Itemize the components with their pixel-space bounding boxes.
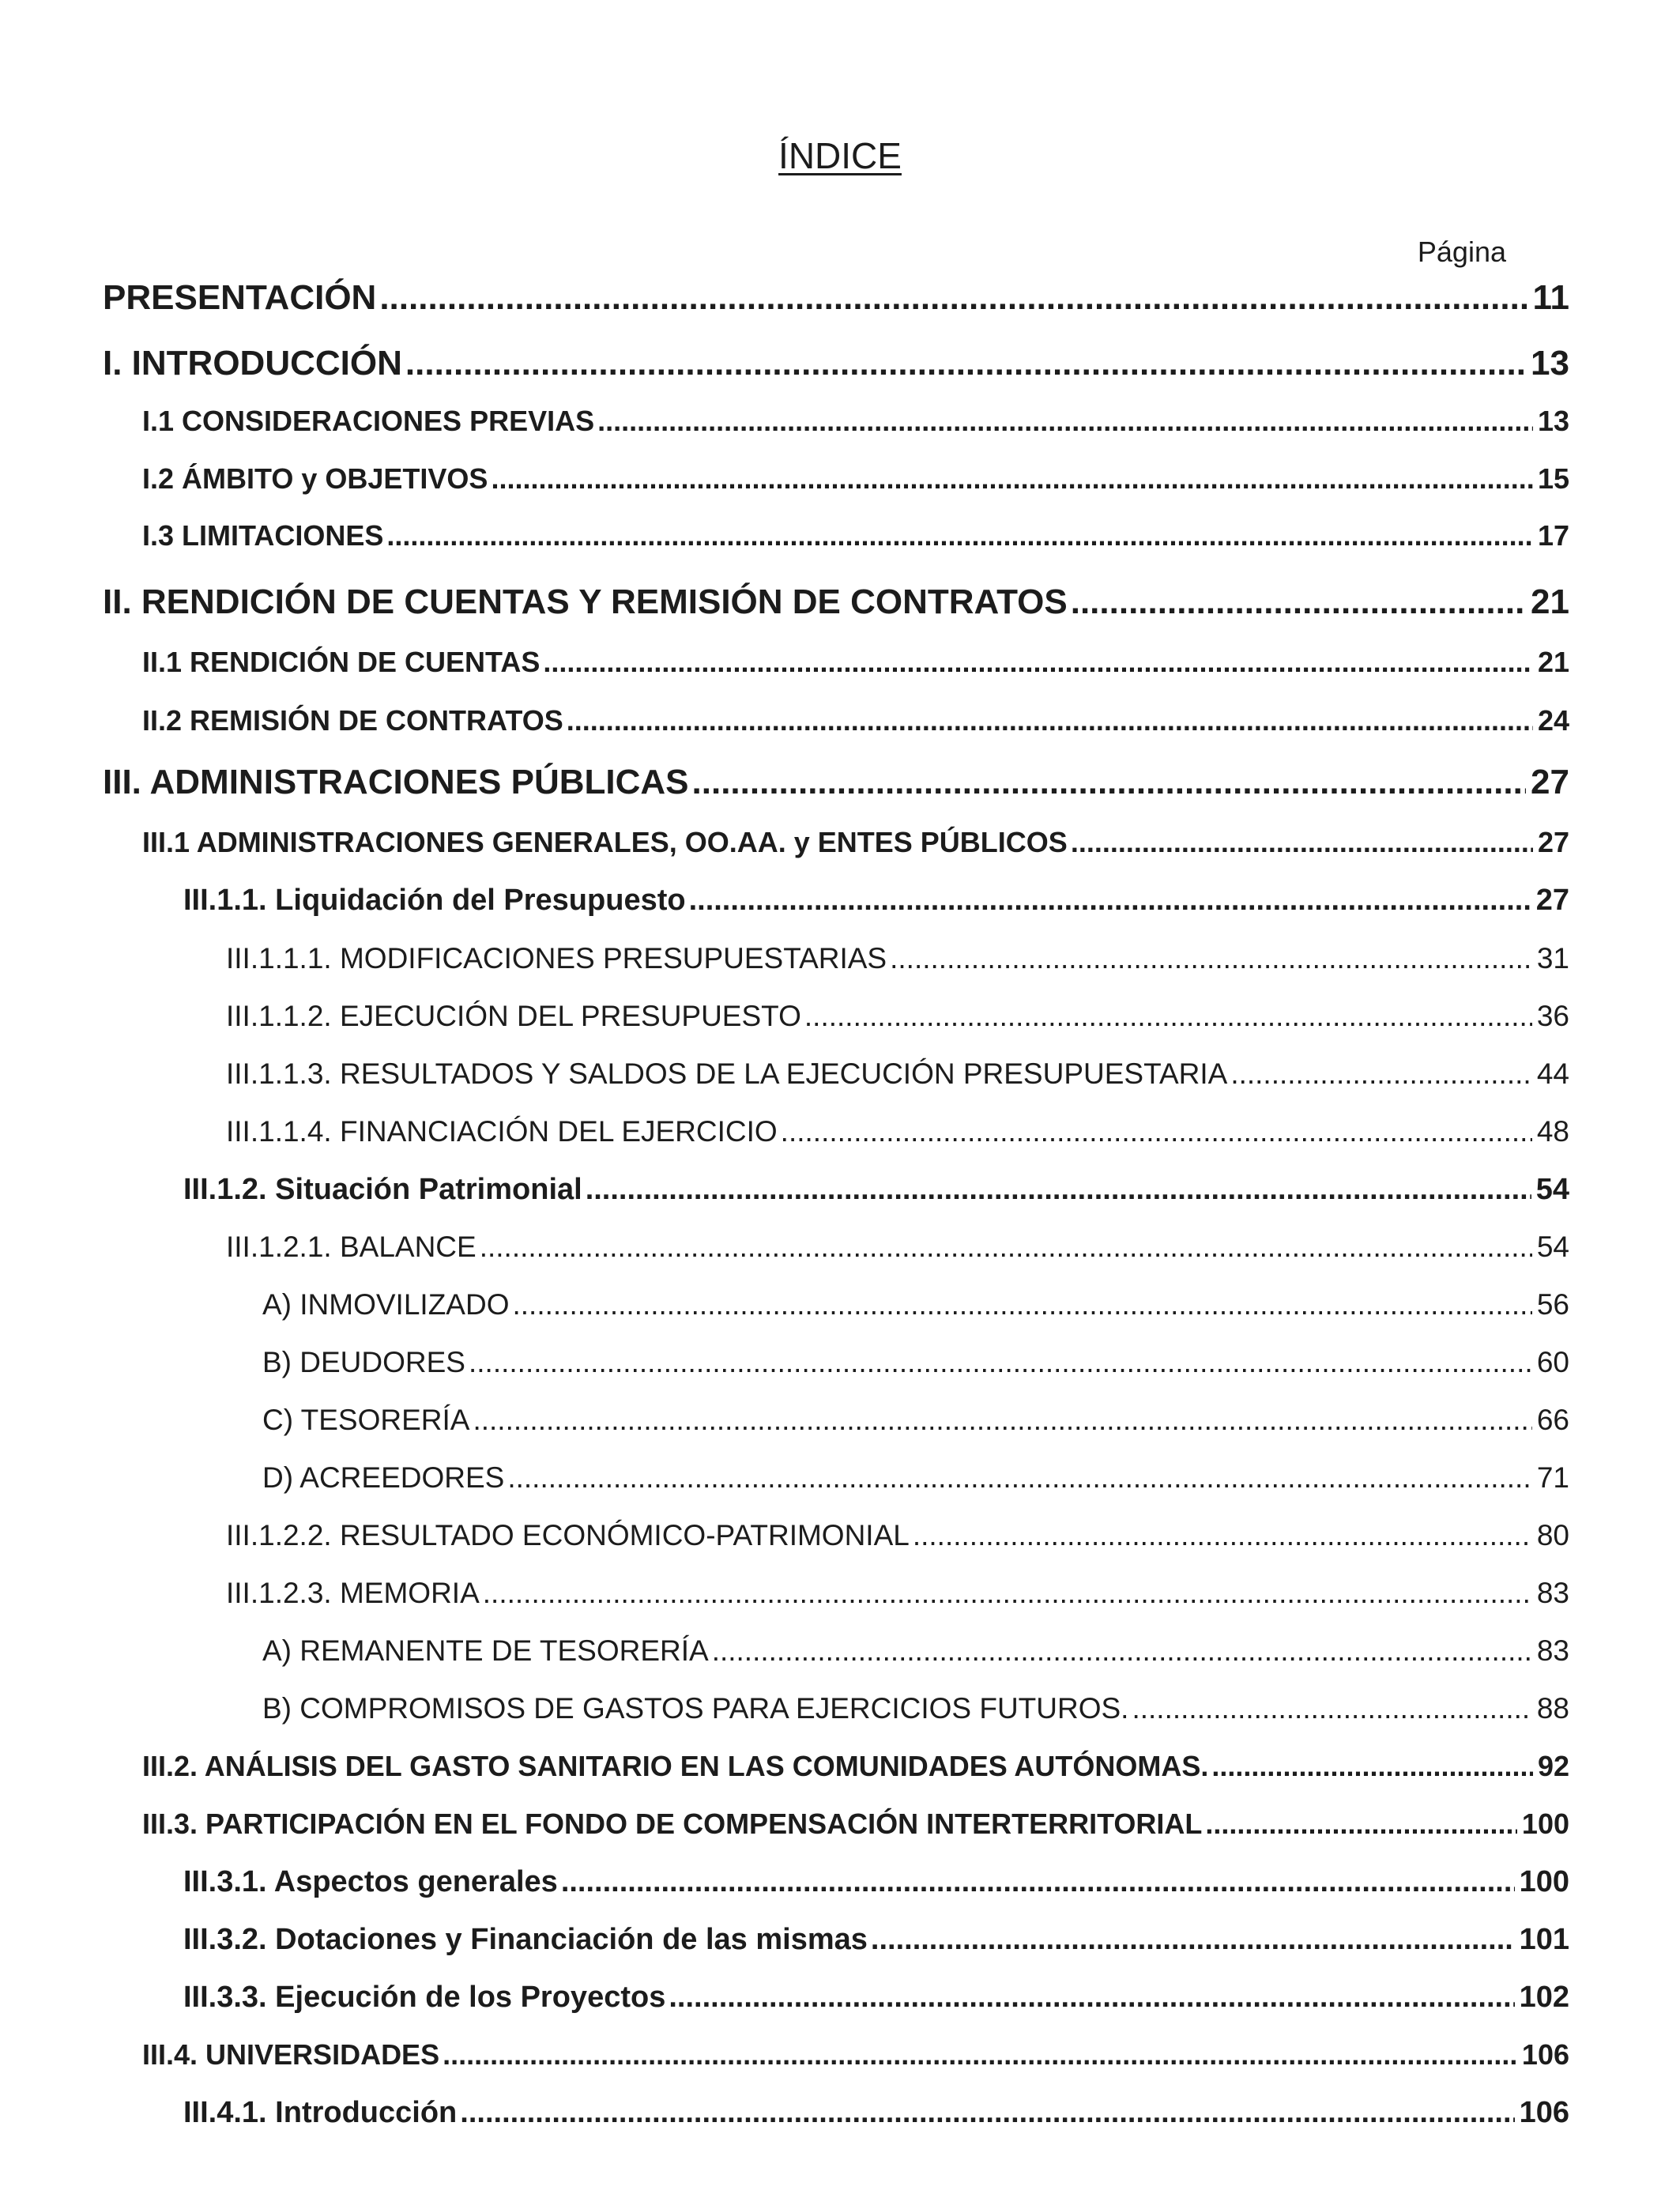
toc-entry[interactable] bbox=[262, 1461, 1569, 1499]
toc-entry[interactable] bbox=[262, 1288, 1569, 1326]
toc-entry-page-number: 24 bbox=[1537, 704, 1569, 737]
toc-entry-page-number: 13 bbox=[1537, 405, 1569, 437]
dot-leader bbox=[1071, 826, 1533, 859]
toc-entry-title: III.1 ADMINISTRACIONES GENERALES, OO.AA. y ENTES PÚBLICOS bbox=[142, 826, 1068, 858]
toc-entry-page-number: 71 bbox=[1536, 1461, 1569, 1494]
toc-entry-title: III.3.3. Ejecución de los Proyectos bbox=[183, 1981, 666, 2014]
dot-leader bbox=[483, 1577, 1532, 1610]
page-column-label: Página bbox=[1417, 236, 1506, 268]
toc-entry[interactable] bbox=[103, 344, 1569, 388]
toc-entry-page-number: 27 bbox=[1531, 763, 1569, 801]
toc-entry-title: III.1.2.3. MEMORIA bbox=[226, 1577, 480, 1609]
dot-leader bbox=[871, 1923, 1515, 1957]
dot-leader bbox=[669, 1981, 1514, 2015]
toc-entry-page-number: 11 bbox=[1532, 278, 1569, 317]
dot-leader bbox=[491, 462, 1533, 496]
toc-entry-title: PRESENTACIÓN bbox=[103, 278, 377, 317]
toc-entry[interactable] bbox=[142, 1808, 1569, 1844]
toc-entry-title: III.1.1.3. RESULTADOS Y SALDOS DE LA EJECUCIÓN PRESUPUESTARIA bbox=[226, 1057, 1228, 1090]
toc-entry-title: I. INTRODUCCIÓN bbox=[103, 344, 402, 383]
toc-entry-title: I.2 ÁMBITO y OBJETIVOS bbox=[142, 462, 488, 495]
toc-entry-page-number: 54 bbox=[1535, 1173, 1569, 1206]
toc-entry[interactable] bbox=[226, 942, 1569, 980]
toc-entry[interactable] bbox=[142, 826, 1569, 862]
dot-leader bbox=[567, 704, 1533, 737]
dot-leader bbox=[473, 1404, 1531, 1437]
dot-leader bbox=[405, 344, 1526, 383]
toc-entry[interactable] bbox=[183, 2096, 1569, 2134]
toc-entry[interactable] bbox=[226, 1057, 1569, 1095]
toc-entry-title: B) COMPROMISOS DE GASTOS PARA EJERCICIOS FUTUROS. bbox=[262, 1692, 1129, 1725]
toc-entry-title: II. RENDICIÓN DE CUENTAS Y REMISIÓN DE CONTRATOS bbox=[103, 582, 1068, 621]
toc-entry-page-number: 60 bbox=[1536, 1346, 1569, 1378]
toc-entry-page-number: 92 bbox=[1537, 1750, 1569, 1782]
toc-entry[interactable] bbox=[183, 1981, 1569, 2019]
dot-leader bbox=[692, 763, 1527, 802]
toc-entry-page-number: 27 bbox=[1537, 826, 1569, 858]
toc-entry[interactable] bbox=[142, 462, 1569, 499]
toc-entry[interactable] bbox=[183, 1173, 1569, 1211]
toc-entry-page-number: 17 bbox=[1537, 519, 1569, 552]
dot-leader bbox=[386, 519, 1533, 552]
toc-entry[interactable] bbox=[142, 1750, 1569, 1786]
toc-entry-title: III.1.2. Situación Patrimonial bbox=[183, 1173, 582, 1206]
toc-entry-title: A) INMOVILIZADO bbox=[262, 1288, 510, 1321]
toc-entry-title: III.4. UNIVERSIDADES bbox=[142, 2038, 440, 2071]
dot-leader bbox=[1132, 1692, 1531, 1725]
toc-entry-page-number: 101 bbox=[1519, 1923, 1569, 1956]
toc-entry-page-number: 100 bbox=[1521, 1808, 1569, 1840]
toc-entry-title: I.3 LIMITACIONES bbox=[142, 519, 384, 552]
toc-entry-page-number: 13 bbox=[1531, 344, 1569, 383]
toc-entry-title: III. ADMINISTRACIONES PÚBLICAS bbox=[103, 763, 689, 801]
toc-entry-title: III.3.1. Aspectos generales bbox=[183, 1865, 558, 1898]
dot-leader bbox=[480, 1231, 1532, 1264]
index-title: ÍNDICE bbox=[778, 135, 902, 176]
toc-entry-page-number: 56 bbox=[1536, 1288, 1569, 1321]
toc-entry[interactable] bbox=[226, 1519, 1569, 1557]
toc-entry-page-number: 27 bbox=[1535, 884, 1569, 917]
toc-entry-page-number: 36 bbox=[1536, 1000, 1569, 1032]
toc-entry-page-number: 15 bbox=[1537, 462, 1569, 495]
toc-entry-title: II.1 RENDICIÓN DE CUENTAS bbox=[142, 646, 541, 678]
dot-leader bbox=[1211, 1750, 1533, 1783]
dot-leader bbox=[1230, 1057, 1532, 1091]
toc-entry-title: III.4.1. Introducción bbox=[183, 2096, 458, 2129]
toc-entry[interactable] bbox=[103, 278, 1569, 322]
dot-leader bbox=[443, 2038, 1517, 2071]
toc-entry[interactable] bbox=[183, 1865, 1569, 1903]
toc-entry-title: III.1.1. Liquidación del Presupuesto bbox=[183, 884, 686, 917]
toc-entry-title: III.1.1.4. FINANCIACIÓN DEL EJERCICIO bbox=[226, 1115, 778, 1148]
toc-entry[interactable] bbox=[142, 2038, 1569, 2075]
toc-entry-title: III.1.2.1. BALANCE bbox=[226, 1231, 477, 1263]
dot-leader bbox=[597, 405, 1533, 438]
toc-entry-title: III.1.1.2. EJECUCIÓN DEL PRESUPUESTO bbox=[226, 1000, 801, 1032]
toc-entry[interactable] bbox=[262, 1634, 1569, 1672]
toc-entry[interactable] bbox=[142, 519, 1569, 556]
toc-entry-title: II.2 REMISIÓN DE CONTRATOS bbox=[142, 704, 563, 737]
dot-leader bbox=[913, 1519, 1532, 1552]
toc-entry[interactable] bbox=[142, 704, 1569, 741]
toc-entry-page-number: 88 bbox=[1536, 1692, 1569, 1725]
toc-entry-page-number: 106 bbox=[1521, 2038, 1569, 2071]
toc-entry[interactable] bbox=[226, 1577, 1569, 1615]
dot-leader bbox=[804, 1000, 1532, 1033]
dot-leader bbox=[379, 278, 1527, 318]
toc-entry-title: III.2. ANÁLISIS DEL GASTO SANITARIO EN LAS COMUNIDADES AUTÓNOMAS. bbox=[142, 1750, 1209, 1782]
toc-entry-title: III.1.2.2. RESULTADO ECONÓMICO-PATRIMONIAL bbox=[226, 1519, 910, 1551]
toc-entry-title: B) DEUDORES bbox=[262, 1346, 465, 1378]
toc-entry-page-number: 106 bbox=[1519, 2096, 1569, 2129]
dot-leader bbox=[1205, 1808, 1517, 1841]
toc-entry-page-number: 83 bbox=[1536, 1634, 1569, 1667]
toc-entry-title: D) ACREEDORES bbox=[262, 1461, 505, 1494]
dot-leader bbox=[507, 1461, 1532, 1495]
toc-entry-page-number: 80 bbox=[1536, 1519, 1569, 1551]
toc-entry-page-number: 44 bbox=[1536, 1057, 1569, 1090]
toc-entry-page-number: 100 bbox=[1519, 1865, 1569, 1898]
toc-entry[interactable] bbox=[262, 1346, 1569, 1384]
toc-entry[interactable] bbox=[103, 582, 1569, 627]
dot-leader bbox=[586, 1173, 1531, 1207]
toc-entry-page-number: 83 bbox=[1536, 1577, 1569, 1609]
toc-entry[interactable] bbox=[142, 646, 1569, 682]
dot-leader bbox=[469, 1346, 1532, 1379]
toc-entry-page-number: 21 bbox=[1531, 582, 1569, 621]
dot-leader bbox=[512, 1288, 1531, 1321]
toc-entry-title: I.1 CONSIDERACIONES PREVIAS bbox=[142, 405, 595, 437]
toc-entry-title: III.1.1.1. MODIFICACIONES PRESUPUESTARIAS bbox=[226, 942, 887, 974]
toc-entry-page-number: 66 bbox=[1536, 1404, 1569, 1436]
toc-entry-title: III.3. PARTICIPACIÓN EN EL FONDO DE COMPENSACIÓN INTERTERRITORIAL bbox=[142, 1808, 1203, 1840]
toc-entry[interactable] bbox=[226, 1000, 1569, 1038]
toc-entry-page-number: 54 bbox=[1536, 1231, 1569, 1263]
toc-entry-page-number: 31 bbox=[1536, 942, 1569, 974]
toc-entry[interactable] bbox=[262, 1692, 1569, 1730]
dot-leader bbox=[890, 942, 1532, 975]
toc-entry[interactable] bbox=[226, 1231, 1569, 1269]
dot-leader bbox=[543, 646, 1533, 679]
dot-leader bbox=[1071, 582, 1526, 622]
toc-entry-title: C) TESORERÍA bbox=[262, 1404, 470, 1436]
dot-leader bbox=[460, 2096, 1514, 2130]
toc-entry[interactable] bbox=[183, 1923, 1569, 1961]
toc-entry[interactable] bbox=[226, 1115, 1569, 1153]
toc-entry-title: III.3.2. Dotaciones y Financiación de las mismas bbox=[183, 1923, 868, 1956]
toc-entry[interactable] bbox=[183, 884, 1569, 922]
dot-leader bbox=[712, 1634, 1532, 1668]
toc-entry[interactable] bbox=[142, 405, 1569, 441]
toc-entry[interactable] bbox=[103, 763, 1569, 807]
toc-entry[interactable] bbox=[262, 1404, 1569, 1442]
toc-entry-title: A) REMANENTE DE TESORERÍA bbox=[262, 1634, 709, 1667]
toc-entry-page-number: 102 bbox=[1519, 1981, 1569, 2014]
dot-leader bbox=[689, 884, 1531, 918]
dot-leader bbox=[561, 1865, 1515, 1899]
toc-entry-page-number: 48 bbox=[1536, 1115, 1569, 1148]
dot-leader bbox=[781, 1115, 1532, 1148]
toc-entry-page-number: 21 bbox=[1537, 646, 1569, 678]
